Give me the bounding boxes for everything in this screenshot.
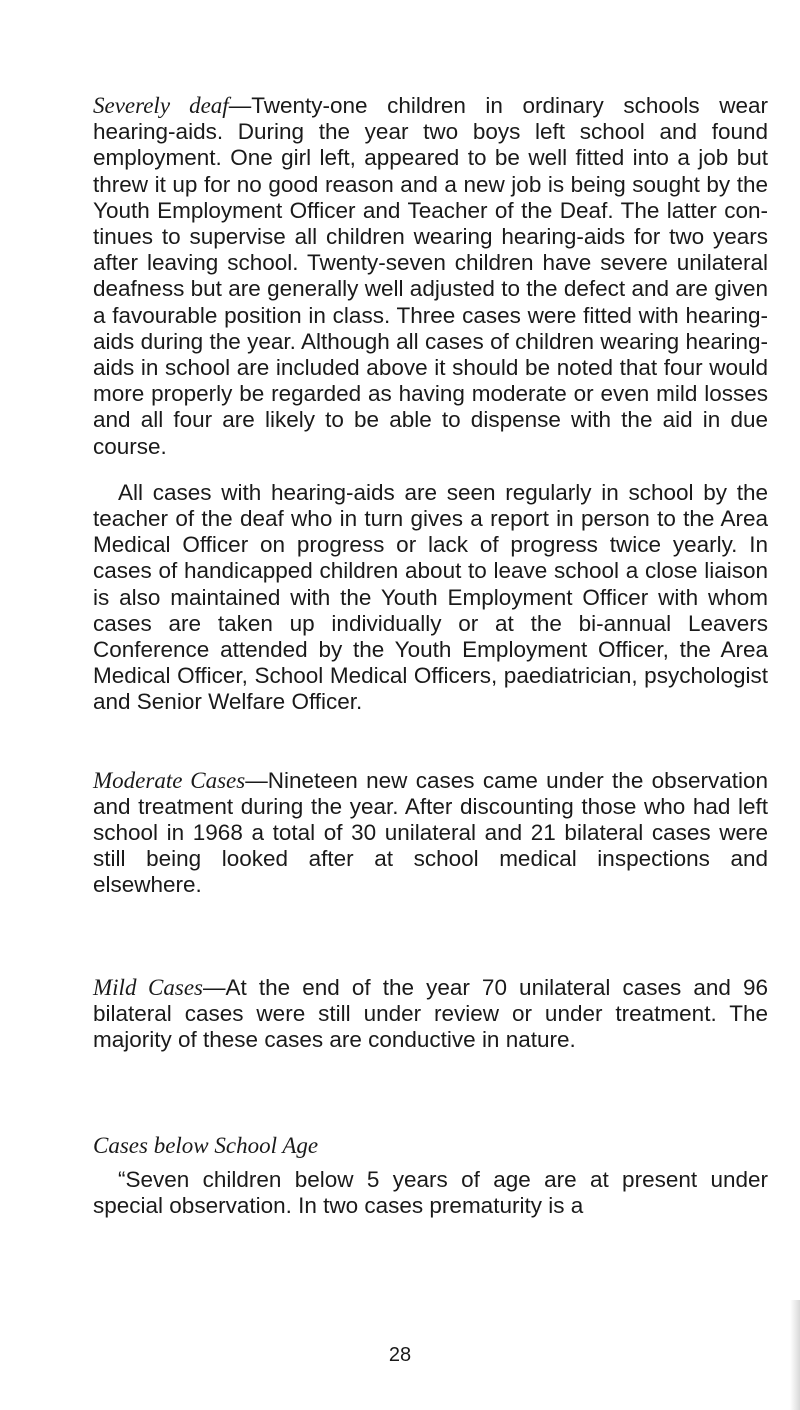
severely-deaf-text: —Twenty-one children in ordinary schools wear hearing-aids. During the year two boys left school and found employment. One girl left, appeared to be well fitted into a job but threw it up for no good reason and a new job is being sought by the Youth Employment Officer and Teacher of the Deaf. The latter continues to supervise all children wearing hearing-aids for two years after leaving school. Twenty-seven children have severe unilateral deafness but are generally well adjusted to the defect and are given a favourable position in class. Three cases were fitted with hearing-aids during the year. Although all cases of children wearing hearing-aids in school are included above it should be noted that four would more properly be regarded as having moderate or even mild losses and all four are likely to be able to dispense with the aid in due course. [93, 93, 768, 459]
moderate-cases-lead: Moderate Cases [93, 767, 246, 793]
mild-cases-text: —At the end of the year 70 unilateral cases and 96 bilateral cases were still under review or under treatment. The majority of these cases are conductive in nature. [93, 974, 768, 1053]
cases-below-school-age-heading: Cases below School Age [93, 1133, 319, 1159]
cases-below-school-age-paragraph: “Seven children below 5 years of age are at present under special observation. In two cases prematurity is a [93, 1166, 768, 1218]
severely-deaf-paragraph [93, 93, 768, 460]
moderate-cases-text: —Nineteen new cases came under the observation and treatment during the year. After discounting those who had left school in 1968 a total of 30 unilateral and 21 bilateral cases were still being looked after at school medical inspections and elsewhere. [93, 767, 768, 898]
mild-cases-paragraph [93, 975, 768, 1054]
moderate-cases-paragraph [93, 768, 768, 899]
hearing-aids-paragraph: All cases with hearing-aids are seen regularly in school by the teacher of the deaf who in turn gives a report in person to the Area Medical Officer on progress or lack of progress twice yearly. In cases of handicapped children about to leave school a close liaison is also maintained with the Youth Employment Officer with whom cases are taken up individually or at the bi-annual Leavers Conference attended by the Youth Employment Officer, the Area Medical Officer, School Medical Officers, paediatrician, psychologist and Senior Welfare Officer. [93, 479, 768, 715]
mild-cases-lead: Mild Cases [93, 974, 203, 1000]
document-page [93, 93, 768, 1219]
page-number: 28 [388, 1344, 412, 1366]
page-edge-shadow [790, 1300, 800, 1410]
severely-deaf-lead: Severely deaf [93, 93, 229, 118]
